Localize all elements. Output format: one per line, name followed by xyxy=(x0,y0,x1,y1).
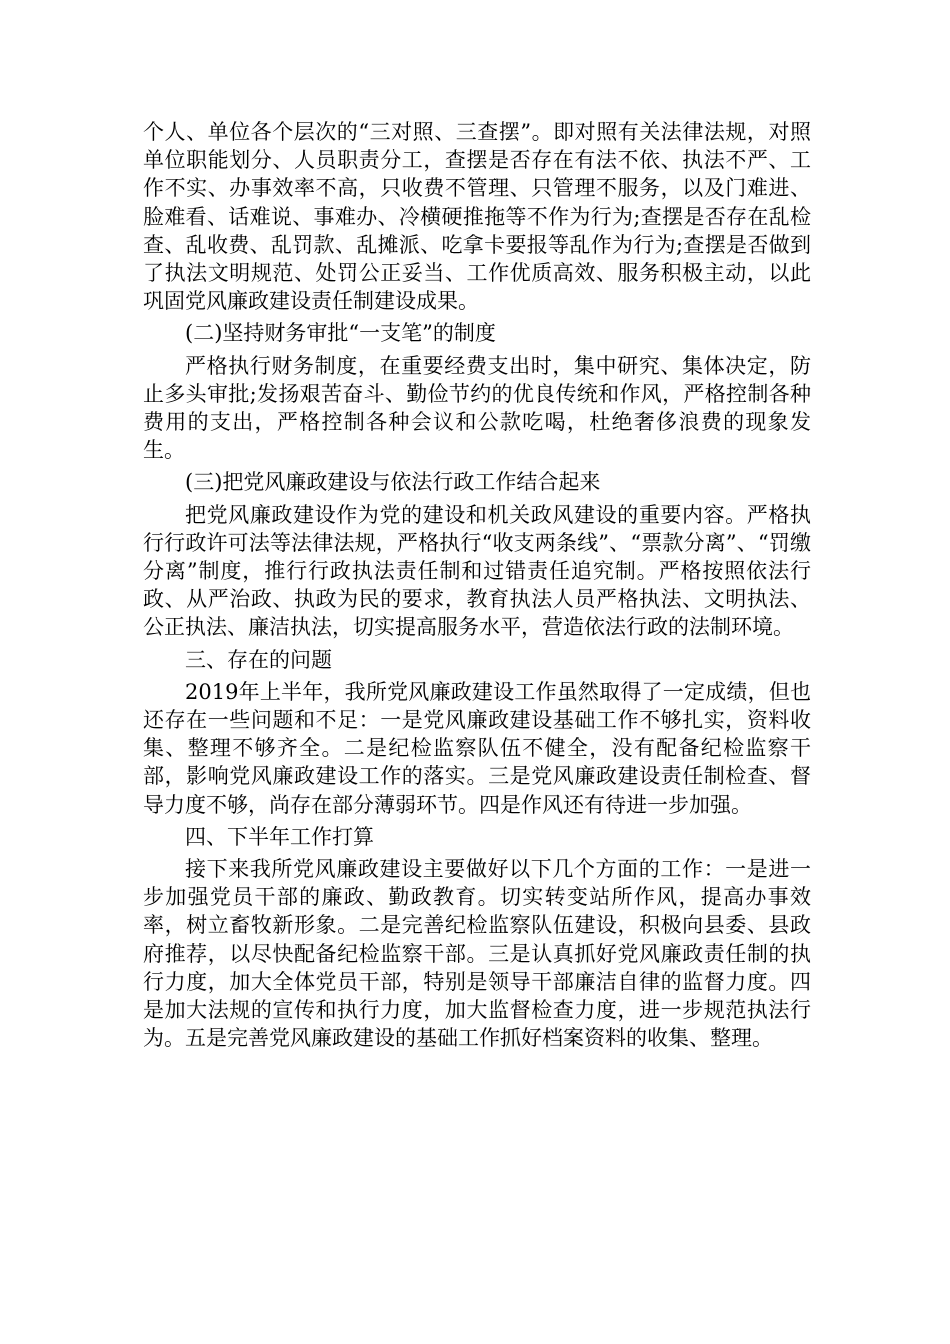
paragraph-existing-problems: 2019年上半年，我所党风廉政建设工作虽然取得了一定成绩，但也还存在一些问题和不足：一是党风廉政建设基础工作不够扎实，资料收集、整理不够齐全。二是纪检监察队伍不健全，没有配备纪检监察干部，影响党风廉政建设工作的落实。三是党风廉政建设责任制检查、督导力度不够，尚存在部分薄弱环节。四是作风还有待进一步加强。 xyxy=(143,679,811,817)
paragraph-lawful-administration: 把党风廉政建设作为党的建设和机关政风建设的重要内容。严格执行行政许可法等法律法规，严格执行“收支两条线”、“票款分离”、“罚缴分离”制度，推行行政执法责任制和过错责任追究制。严格按照依法行政、从严治政、执政为民的要求，教育执法人员严格执法、文明执法、公正执法、廉洁执法，切实提高服务水平，营造依法行政的法制环境。 xyxy=(143,502,811,640)
paragraph-finance-approval: 严格执行财务制度，在重要经费支出时，集中研究、集体决定，防止多头审批;发扬艰苦奋斗、勤俭节约的优良传统和作风，严格控制各种费用的支出，严格控制各种会议和公款吃喝，杜绝奢侈浪费的现象发生。 xyxy=(143,353,811,463)
paragraph-continued-body: 个人、单位各个层次的“三对照、三查摆”。即对照有关法律法规，对照单位职能划分、人员职责分工，查摆是否存在有法不依、执法不严、工作不实、办事效率不高，只收费不管理、只管理不服务，以及门难进、脸难看、话难说、事难办、冷横硬推拖等不作为行为;查摆是否存在乱检查、乱收费、乱罚款、乱摊派、吃拿卡要报等乱作为行为;查摆是否做到了执法文明规范、处罚公正妥当、工作优质高效、服务积极主动，以此巩固党风廉政建设责任制建设成果。 xyxy=(143,120,811,314)
document-page xyxy=(143,118,811,1053)
section-heading-existing-problems: 三、存在的问题 xyxy=(185,647,332,672)
section-heading-work-plan: 四、下半年工作打算 xyxy=(185,824,374,849)
paragraph-work-plan: 接下来我所党风廉政建设主要做好以下几个方面的工作：一是进一步加强党员干部的廉政、勤政教育。切实转变站所作风，提高办事效率，树立畜牧新形象。二是完善纪检监察队伍建设，积极向县委、县政府推荐，以尽快配备纪检监察干部。三是认真抓好党风廉政责任制的执行力度，加大全体党员干部，特别是领导干部廉洁自律的监督力度。四是加大法规的宣传和执行力度，加大监督检查力度，进一步规范执法行为。五是完善党风廉政建设的基础工作抓好档案资料的收集、整理。 xyxy=(143,857,811,1051)
section-heading-finance-approval: (二)坚持财务审批“一支笔”的制度 xyxy=(185,321,496,346)
section-heading-lawful-administration: (三)把党风廉政建设与依法行政工作结合起来 xyxy=(185,470,601,495)
